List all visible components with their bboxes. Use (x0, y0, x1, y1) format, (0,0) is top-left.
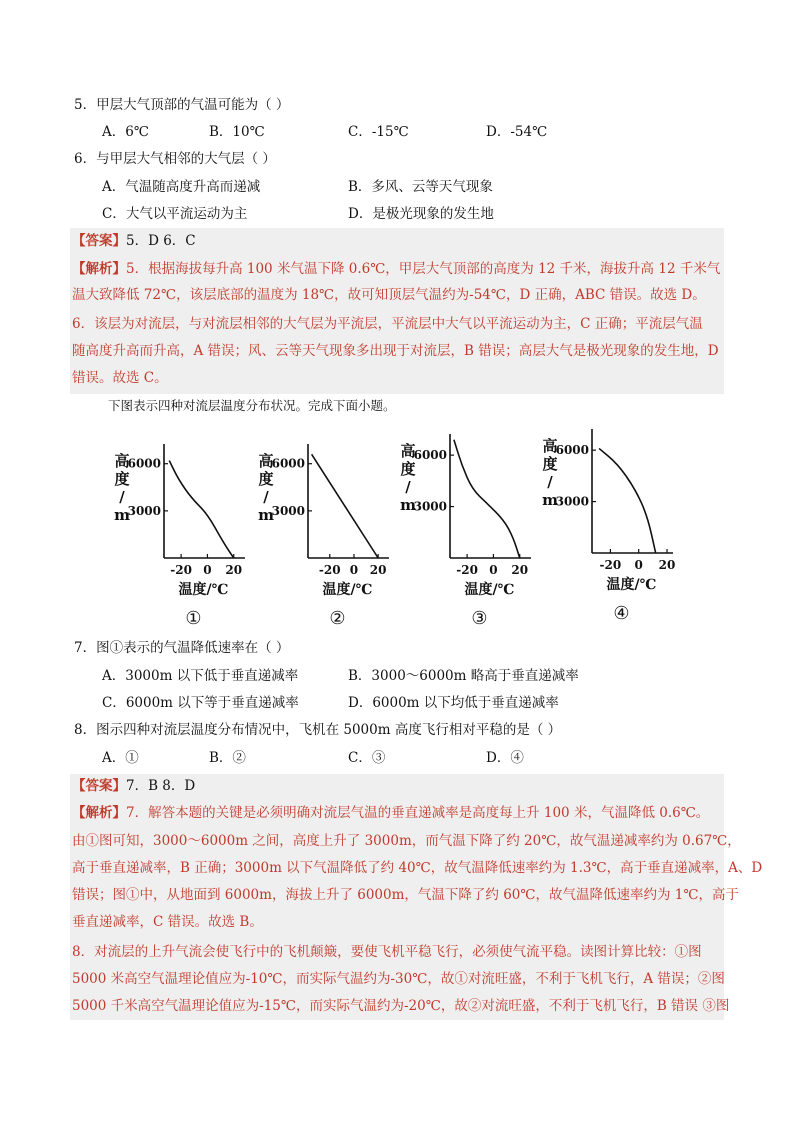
analysis-2-line-1: 【解析】7．解答本题的关键是必须明确对流层气温的垂直递减率是高度每上升 100 米，气温降低 0.6℃。 (72, 805, 710, 821)
answer-2-label: 【答案】 (72, 778, 126, 794)
q6-option-b: B．多风、云等天气现象 (348, 179, 493, 195)
x-tick-label: -20 (170, 563, 192, 577)
y-axis-label: 高 (400, 442, 416, 460)
q8-option-c: C．③ (348, 750, 386, 766)
x-axis-label: 温度/℃ (178, 582, 229, 598)
temperature-profile-chart-1 (112, 440, 252, 630)
x-tick-label: 20 (225, 563, 243, 577)
analysis-2-line-2: 由①图可知，3000～6000m 之间，高度上升了 3000m，而气温下降了约 20℃，故气温递减率约为 0.67℃， (72, 833, 741, 849)
y-tick-label: 3000 (413, 499, 447, 514)
y-tick-label: 6000 (555, 443, 589, 458)
y-axis-label: 度 (114, 470, 130, 488)
q6-option-d: D．是极光现象的发生地 (348, 206, 494, 222)
x-axis-label: 温度/℃ (606, 577, 657, 593)
analysis-1-line-4: 随高度升高而升高，A 错误；风、云等天气现象多出现于对流层，B 错误；高层大气是极光现象的发生地，D (72, 343, 719, 359)
y-tick-label: 6000 (413, 448, 447, 463)
q5-option-b: B．10℃ (209, 124, 265, 140)
q8-option-a: A．① (102, 750, 139, 766)
q8-option-d: D．④ (486, 750, 524, 766)
y-axis-label: m (114, 506, 130, 524)
y-axis-label: 度 (400, 460, 416, 478)
answer-2 (72, 776, 195, 796)
x-tick-label: 20 (658, 558, 676, 572)
y-tick-label: 3000 (127, 503, 161, 518)
x-tick-label: -20 (599, 558, 622, 572)
analysis-block-1 (70, 228, 724, 394)
y-axis-label: / (119, 488, 125, 506)
x-axis-label: 温度/℃ (464, 582, 515, 598)
analysis-1-line-3: 6．该层为对流层，与对流层相邻的大气层为平流层，平流层中大气以平流运动为主，C 正确；平流层气温 (72, 316, 703, 332)
temperature-curve (599, 448, 656, 553)
x-tick-label: 0 (349, 563, 359, 577)
analysis-2-line-5: 垂直递减率，C 错误。故选 B。 (72, 914, 263, 930)
y-axis-label: 度 (258, 470, 274, 488)
analysis-2-line-8: 5000 千米高空气温理论值应为-15℃，而实际气温约为-20℃，故②对流旺盛，不利于飞机飞行，B 错误 ③图 (72, 998, 730, 1014)
y-axis-label: 高 (542, 437, 558, 455)
analysis-2-line-3: 高于垂直递减率，B 正确；3000m 以下气温降低了约 40℃，故气温降低速率约为 1.3℃，高于垂直递减率，A、D (72, 860, 763, 876)
analysis-2-line-7: 5000 米高空气温理论值应为-10℃，而实际气温约为-30℃，故①对流旺盛，不利于飞机飞行，A 错误；②图 (72, 971, 725, 987)
q6-option-a: A．气温随高度升高而递减 (102, 179, 261, 195)
chart-caption: ① (185, 608, 202, 629)
x-tick-label: 0 (489, 563, 498, 577)
q5-option-d: D．-54℃ (486, 124, 548, 140)
q7-option-d: D．6000m 以下均低于垂直递减率 (348, 695, 559, 711)
analysis-2-label: 【解析】 (72, 805, 126, 821)
figure-intro: 下图表示四种对流层温度分布状况。完成下面小题。 (108, 398, 396, 413)
q5-stem: 5．甲层大气顶部的气温可能为（ ） (74, 97, 290, 113)
q7-option-b: B．3000～6000m 略高于垂直递减率 (348, 668, 579, 684)
q6-stem: 6．与甲层大气相邻的大气层（ ） (74, 151, 276, 167)
temperature-profile-chart-4 (540, 425, 680, 625)
q5-option-c: C．-15℃ (348, 124, 409, 140)
y-tick-label: 6000 (127, 456, 161, 471)
x-tick-label: 20 (369, 563, 387, 577)
answer-1-text: 5．D 6．C (126, 233, 196, 249)
q8-option-b: B．② (209, 750, 246, 766)
answer-1-label: 【答案】 (72, 233, 126, 249)
analysis-1-line-5: 错误。故选 C。 (72, 370, 168, 386)
y-axis-label: 高 (114, 452, 130, 470)
y-axis-label: / (547, 473, 553, 491)
analysis-1-line-2: 温大致降低 72℃，该层底部的温度为 18℃，故可知顶层气温约为-54℃，D 正确，ABC 错误。故选 D。 (72, 287, 706, 303)
x-tick-label: -20 (318, 563, 341, 577)
chart-caption: ④ (613, 603, 630, 624)
temperature-profile-chart-3 (398, 430, 538, 630)
y-axis-label: m (400, 496, 416, 514)
q7-option-c: C．6000m 以下等于垂直递减率 (102, 695, 299, 711)
y-tick-label: 3000 (555, 494, 589, 509)
x-axis-label: 温度/℃ (322, 582, 373, 598)
x-tick-label: 20 (511, 563, 529, 577)
temperature-curve (312, 454, 379, 558)
answer-1 (72, 231, 196, 251)
temperature-curve (454, 440, 520, 558)
chart-caption: ② (329, 608, 346, 629)
q8-stem: 8．图示四种对流层温度分布情况中，飞机在 5000m 高度飞行相对平稳的是（ ） (74, 722, 562, 738)
y-tick-label: 3000 (271, 503, 305, 518)
q6-option-c: C．大气以平流运动为主 (102, 206, 248, 222)
analysis-1-label: 【解析】 (72, 261, 126, 277)
temperature-profile-chart-2 (256, 440, 396, 630)
y-axis-label: 度 (542, 455, 558, 473)
analysis-2-line-6: 8．对流层的上升气流会使飞行中的飞机颠簸，要使飞机平稳飞行，必须使气流平稳。读图计算比较：①图 (72, 944, 702, 960)
y-axis-label: m (542, 491, 558, 509)
q5-option-a: A．6℃ (102, 124, 149, 140)
x-tick-label: 0 (203, 563, 212, 577)
x-tick-label: 0 (634, 558, 643, 572)
chart-caption: ③ (471, 608, 488, 629)
q7-option-a: A．3000m 以下低于垂直递减率 (102, 668, 299, 684)
y-axis-label: / (405, 478, 411, 496)
y-tick-label: 6000 (271, 456, 305, 471)
temperature-curve (169, 461, 233, 558)
y-axis-label: / (263, 488, 269, 506)
y-axis-label: m (258, 506, 274, 524)
y-axis-label: 高 (258, 452, 274, 470)
analysis-2-line-4: 错误；图①中，从地面到 6000m，海拔上升了 6000m，气温下降了约 60℃，故气温降低速率约为 1℃，高于 (72, 887, 739, 903)
answer-2-text: 7．B 8．D (126, 778, 196, 794)
analysis-1-line-1: 【解析】5．根据海拔每升高 100 米气温下降 0.6℃，甲层大气顶部的高度为 12 千米，海拔升高 12 千米气 (72, 261, 721, 277)
x-tick-label: -20 (456, 563, 478, 577)
q7-stem: 7．图①表示的气温降低速率在（ ） (74, 640, 290, 656)
